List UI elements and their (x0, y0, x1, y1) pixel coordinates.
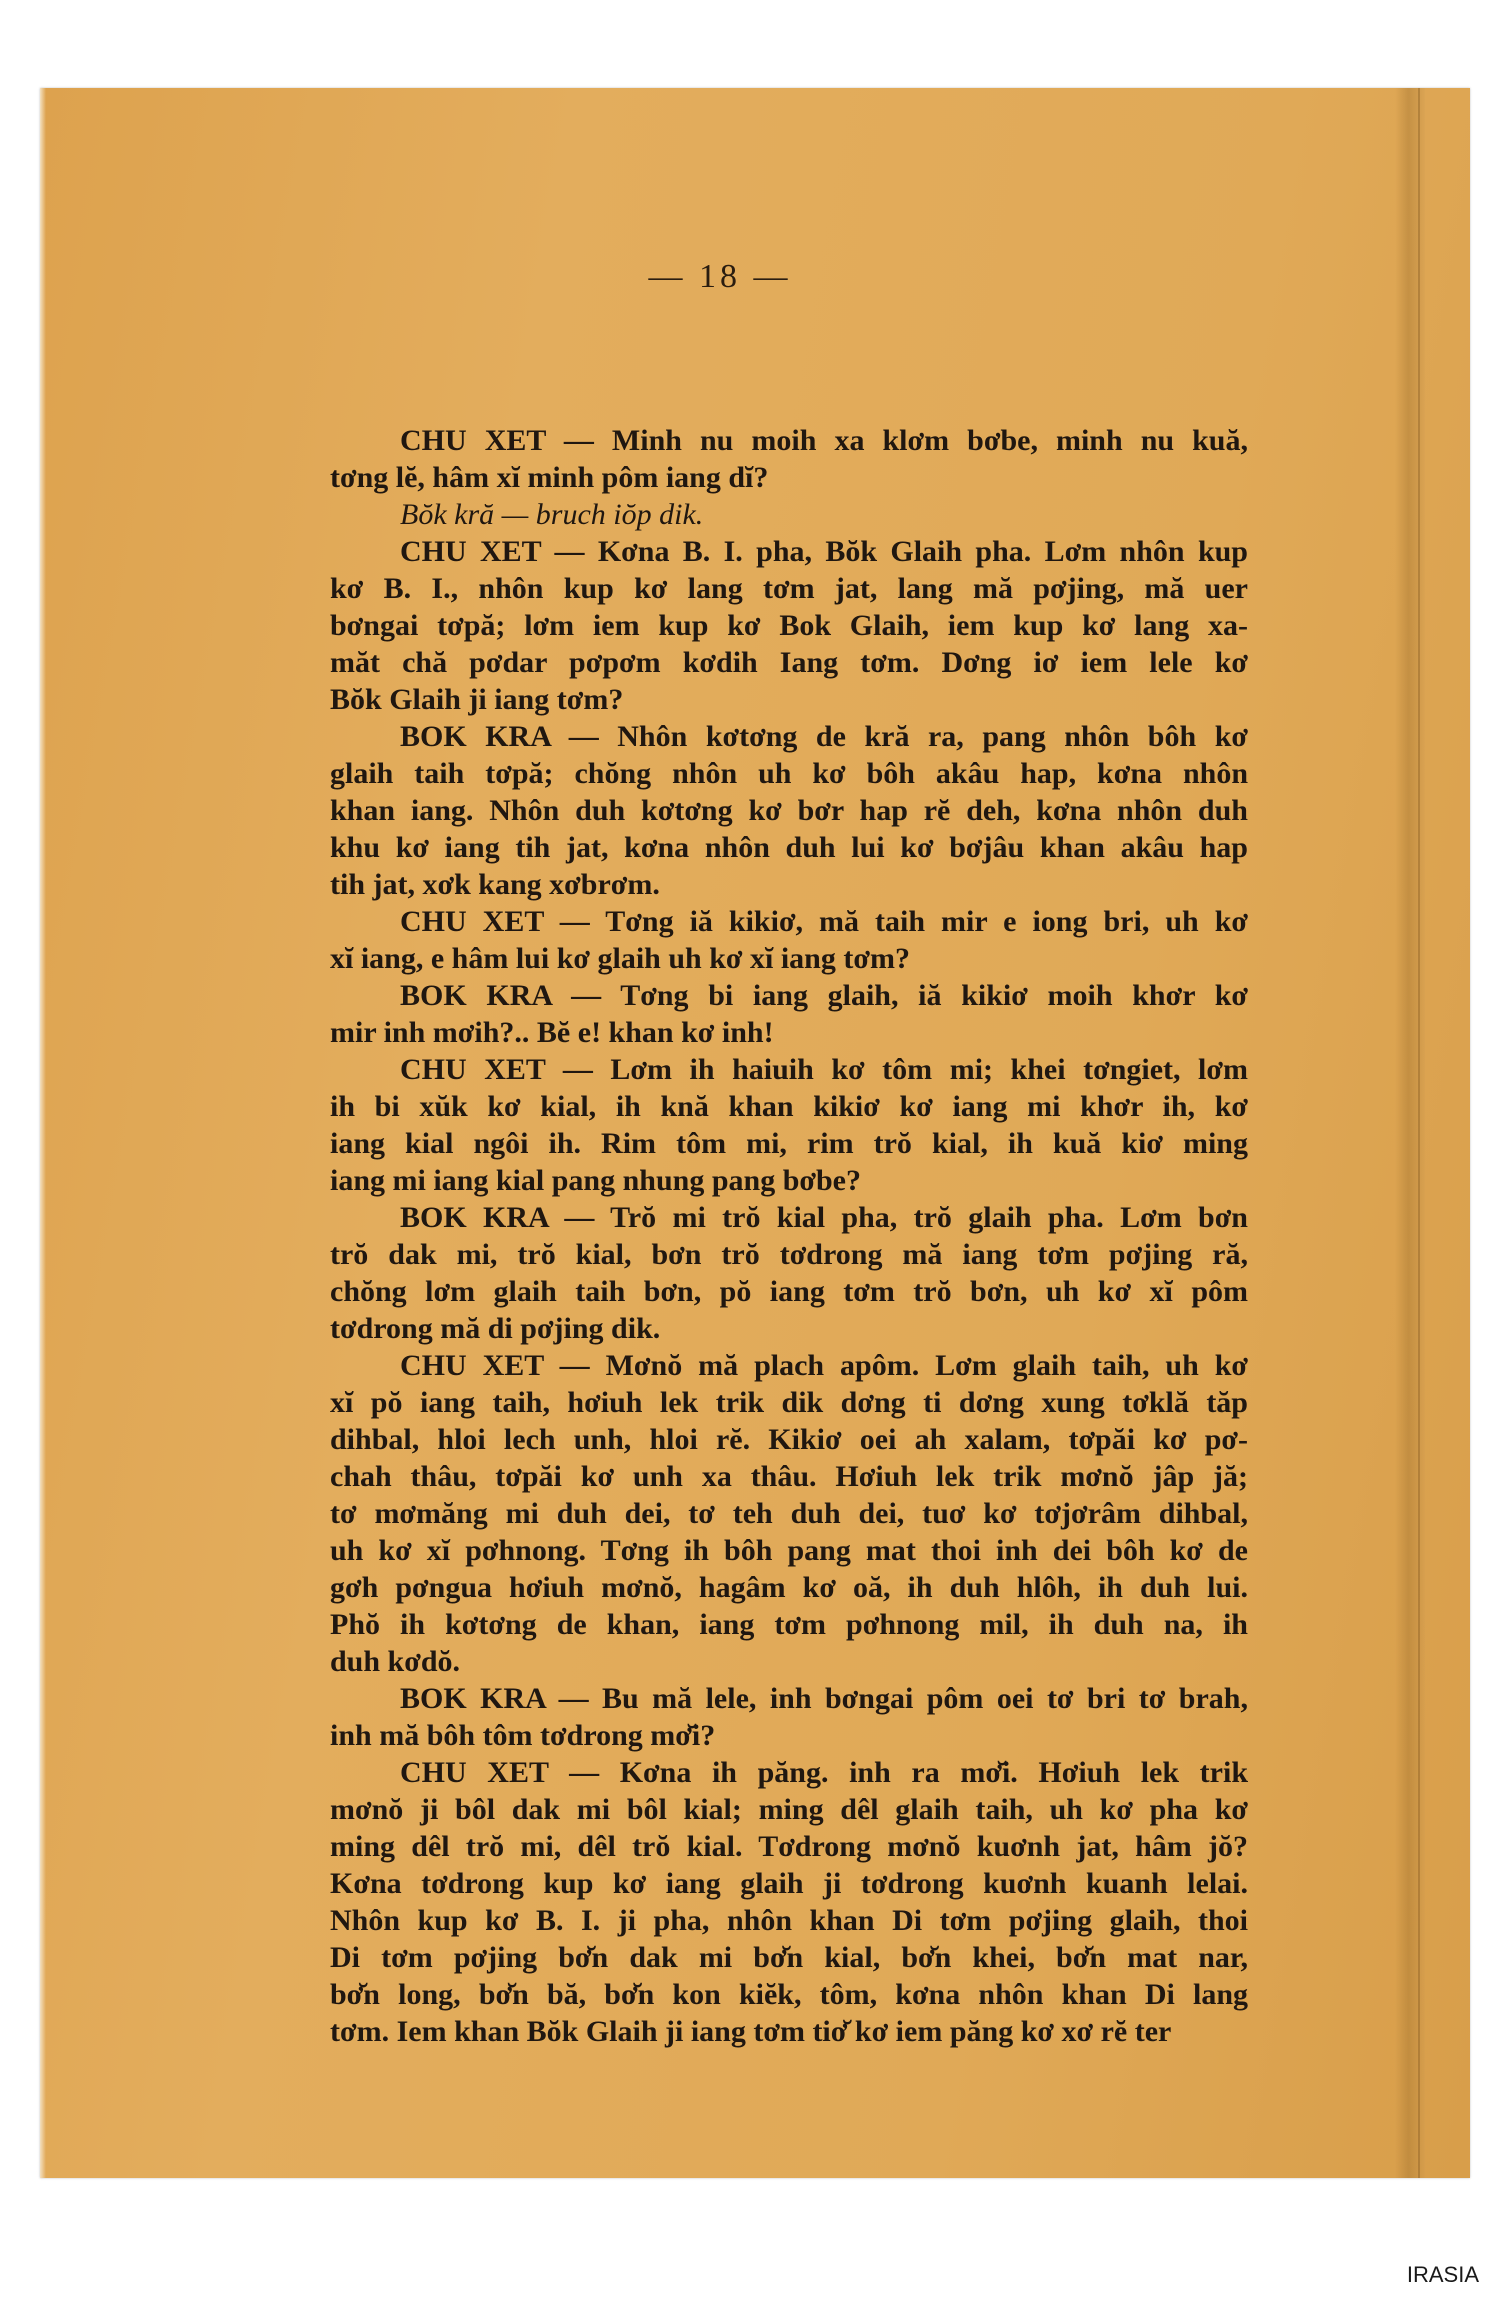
text-line: uh kơ xĭ pơhnong. Tơng ih bôh pang mat thoi inh dei bôh kơ de (330, 1534, 1248, 1567)
page-number: — 18 — (648, 258, 792, 295)
text-line: mơnŏ ji bôl dak mi bôl kial; ming dêl glaih taih, uh kơ pha kơ (330, 1793, 1248, 1826)
text-line: iang kial ngôi ih. Rim tôm mi, rim trŏ kial, ih kuă kiơ ming (330, 1127, 1248, 1160)
text-line: ming dêl trŏ mi, dêl trŏ kial. Tơdrong mơnŏ kuơnh jat, hâm jŏ? (330, 1830, 1248, 1863)
text-line: tơ mơmăng mi duh dei, tơ teh duh dei, tuơ kơ tơjơrâm dihbal, (330, 1497, 1248, 1530)
text-line: khan iang. Nhôn duh kơtơng kơ bơr hap rĕ deh, kơna nhôn duh (330, 794, 1248, 827)
text-line: bơngai tơpă; lơm iem kup kơ Bok Glaih, iem kup kơ lang xa- (330, 609, 1248, 642)
text-line: tơm. Iem khan Bŏk Glaih ji iang tơm tiơ̆ kơ iem păng kơ xơ rĕ ter (330, 2015, 1172, 2048)
text-line: Di tơm pơjing bơ̆n dak mi bơ̆n kial, bơ̆n khei, bơ̆n mat nar, (330, 1941, 1248, 1974)
page-edge (40, 88, 46, 2178)
text-line: măt chă pơdar pơpơm kơdih Iang tơm. Dơng iơ iem lele kơ (330, 646, 1248, 679)
text-line: gơh pơngua hơiuh mơnŏ, hagâm kơ oă, ih duh hlôh, ih duh lui. (330, 1571, 1248, 1604)
text-line: duh kơdŏ. (330, 1645, 461, 1678)
text-line: CHU XET — Lơm ih haiuih kơ tôm mi; khei tơngiet, lơm (400, 1053, 1248, 1086)
text-line: tơdrong mă di pơjing dik. (330, 1312, 661, 1345)
text-line: CHU XET — Minh nu moih xa klơm bơbe, minh nu kuă, (400, 424, 1248, 457)
text-line: CHU XET — Kơna ih păng. inh ra mơ̆i. Hơiuh lek trik (400, 1756, 1248, 1789)
text-line: ih bi xŭk kơ kial, ih knă khan kikiơ kơ iang mi khơr ih, kơ (330, 1090, 1248, 1123)
text-line: BOK KRA — Bu mă lele, inh bơngai pôm oei tơ bri tơ brah, (400, 1682, 1248, 1715)
text-line: xĭ pŏ iang taih, hơiuh lek trik dik dơng ti dơng xung tơklă tăp (330, 1386, 1248, 1419)
text-line: Kơna tơdrong kup kơ iang glaih ji tơdrong kuơnh kuanh lelai. (330, 1867, 1248, 1900)
text-line: BOK KRA — Trŏ mi trŏ kial pha, trŏ glaih pha. Lơm bơn (400, 1201, 1248, 1234)
watermark: IRASIA (1406, 2262, 1479, 2287)
text-line: iang mi iang kial pang nhung pang bơbe? (330, 1164, 861, 1197)
text-line: CHU XET — Kơna B. I. pha, Bŏk Glaih pha. Lơm nhôn kup (400, 535, 1248, 568)
text-line: bơ̆n long, bơ̆n bă, bơ̆n kon kiĕk, tôm, kơna nhôn khan Di lang (330, 1978, 1248, 2011)
text-line: khu kơ iang tih jat, kơna nhôn duh lui kơ bơjâu khan akâu hap (330, 831, 1248, 864)
text-line: Phŏ ih kơtơng de khan, iang tơm pơhnong mil, ih duh na, ih (330, 1608, 1248, 1641)
spine-shadow (1395, 88, 1425, 2178)
text-line: chŏng lơm glaih taih bơn, pŏ iang tơm trŏ bơn, uh kơ xĭ pôm (330, 1275, 1248, 1308)
text-line: CHU XET — Mơnŏ mă plach apôm. Lơm glaih taih, uh kơ (400, 1349, 1248, 1382)
text-line: chah thâu, tơpăi kơ unh xa thâu. Hơiuh lek trik mơnŏ jâp jă; (330, 1460, 1248, 1493)
text-line: tơng lĕ, hâm xĭ minh pôm iang dĭ? (330, 461, 769, 494)
text-line: BOK KRA — Tơng bi iang glaih, iă kikiơ moih khơr kơ (400, 979, 1248, 1012)
text-line: tih jat, xơk kang xơbrơm. (330, 868, 660, 901)
text-line: inh mă bôh tôm tơdrong mơ̆i? (330, 1719, 716, 1752)
text-line: xĭ iang, e hâm lui kơ glaih uh kơ xĭ iang tơm? (330, 942, 910, 975)
text-line: mir inh mơih?.. Bĕ e! khan kơ inh! (330, 1016, 774, 1049)
body-text (330, 422, 1248, 2050)
text-line: BOK KRA — Nhôn kơtơng de kră ra, pang nhôn bôh kơ (400, 720, 1248, 753)
text-line: Nhôn kup kơ B. I. ji pha, nhôn khan Di tơm pơjing glaih, thoi (330, 1904, 1248, 1937)
text-line: trŏ dak mi, trŏ kial, bơn trŏ tơdrong mă iang tơm pơjing ră, (330, 1238, 1248, 1271)
text-line: kơ B. I., nhôn kup kơ lang tơm jat, lang mă pơjing, mă uer (330, 572, 1248, 605)
text-line: Bŏk kră — bruch iŏp dik. (400, 498, 704, 531)
text-line: dihbal, hloi lech unh, hloi rĕ. Kikiơ oei ah xalam, tơpăi kơ pơ- (330, 1423, 1248, 1456)
text-line: CHU XET — Tơng iă kikiơ, mă taih mir e iong bri, uh kơ (400, 905, 1248, 938)
text-line: glaih taih tơpă; chŏng nhôn uh kơ bôh akâu hap, kơna nhôn (330, 757, 1248, 790)
fold-line (1418, 88, 1420, 2178)
text-line: Bŏk Glaih ji iang tơm? (330, 683, 624, 716)
